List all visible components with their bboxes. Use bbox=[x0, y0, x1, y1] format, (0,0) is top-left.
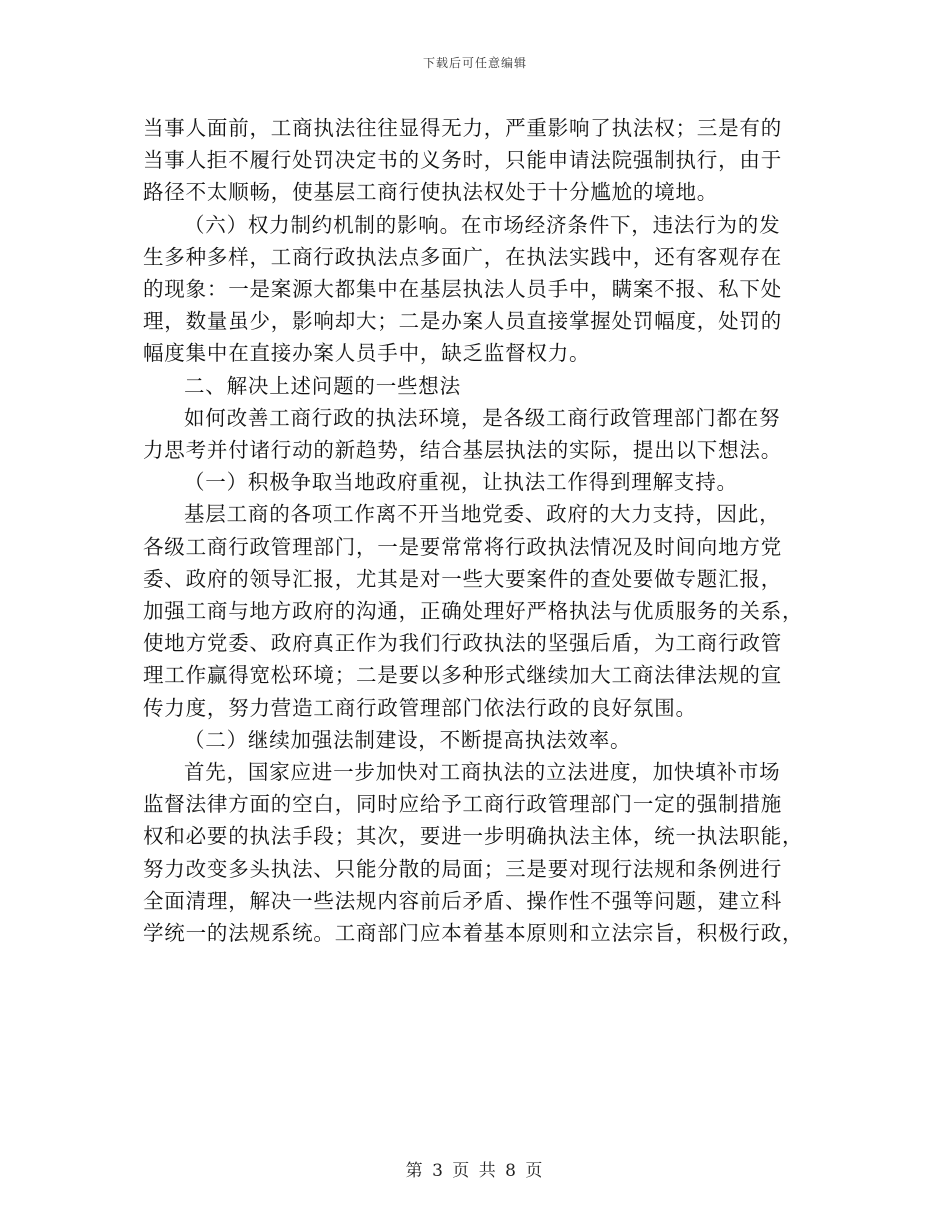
subsection-heading-one: （一）积极争取当地政府重视，让执法工作得到理解支持。 bbox=[184, 470, 738, 495]
body-line: 理，数量虽少，影响却大；二是办案人员直接掌握处罚幅度，处罚的 bbox=[143, 309, 782, 334]
body-line: 首先，国家应进一步加快对工商执法的立法进度，加快填补市场 bbox=[184, 760, 781, 785]
page-header: 下载后可任意编辑 bbox=[422, 56, 527, 70]
body-line: 幅度集中在直接办案人员手中，缺乏监督权力。 bbox=[143, 341, 591, 366]
body-line: 监督法律方面的空白，同时应给予工商行政管理部门一定的强制措施 bbox=[143, 792, 782, 817]
body-line: 当事人拒不履行处罚决定书的义务时，只能申请法院强制执行，由于 bbox=[143, 148, 782, 173]
body-line: 权和必要的执法手段；其次，要进一步明确执法主体，统一执法职能， bbox=[143, 824, 804, 849]
body-line: 各级工商行政管理部门，一是要常常将行政执法情况及时间向地方党 bbox=[143, 534, 782, 559]
body-line: 路径不太顺畅，使基层工商行使执法权处于十分尴尬的境地。 bbox=[143, 180, 719, 205]
body-line: 全面清理，解决一些法规内容前后矛盾、操作性不强等问题，建立科 bbox=[143, 888, 782, 913]
body-line: 基层工商的各项工作离不开当地党委、政府的大力支持，因此， bbox=[184, 502, 781, 527]
document-body bbox=[143, 112, 808, 949]
body-line: 委、政府的领导汇报，尤其是对一些大要案件的查处要做专题汇报， bbox=[143, 566, 782, 591]
page-number-footer: 第 3 页 共 8 页 bbox=[405, 1161, 545, 1181]
body-line: 如何改善工商行政的执法环境，是各级工商行政管理部门都在努 bbox=[184, 405, 781, 430]
body-line: 力思考并付诸行动的新趋势，结合基层执法的实际，提出以下想法。 bbox=[143, 438, 782, 463]
body-line: 使地方党委、政府真正作为我们行政执法的坚强后盾，为工商行政管 bbox=[143, 631, 782, 656]
body-line: 的现象：一是案源大都集中在基层执法人员手中，瞒案不报、私下处 bbox=[143, 277, 782, 302]
body-line: 生多种多样，工商行政执法点多面广，在执法实践中，还有客观存在 bbox=[143, 244, 782, 269]
body-line: 当事人面前，工商执法往往显得无力，严重影响了执法权；三是有的 bbox=[143, 116, 782, 140]
body-line: 学统一的法规系统。工商部门应本着基本原则和立法宗旨，积极行政， bbox=[143, 921, 804, 946]
body-line: 加强工商与地方政府的沟通，正确处理好严格执法与优质服务的关系， bbox=[143, 599, 804, 624]
section-heading-two: 二、解决上述问题的一些想法 bbox=[184, 373, 461, 398]
section-heading-six: （六）权力制约机制的影响。在市场经济条件下，违法行为的发 bbox=[184, 212, 781, 237]
body-line: 努力改变多头执法、只能分散的局面；三是要对现行法规和条例进行 bbox=[143, 856, 782, 881]
subsection-heading-two: （二）继续加强法制建设，不断提高执法效率。 bbox=[184, 727, 632, 752]
body-line: 传力度，努力营造工商行政管理部门依法行政的良好氛围。 bbox=[143, 695, 697, 720]
body-line: 理工作赢得宽松环境；二是要以多种形式继续加大工商法律法规的宣 bbox=[143, 663, 782, 688]
